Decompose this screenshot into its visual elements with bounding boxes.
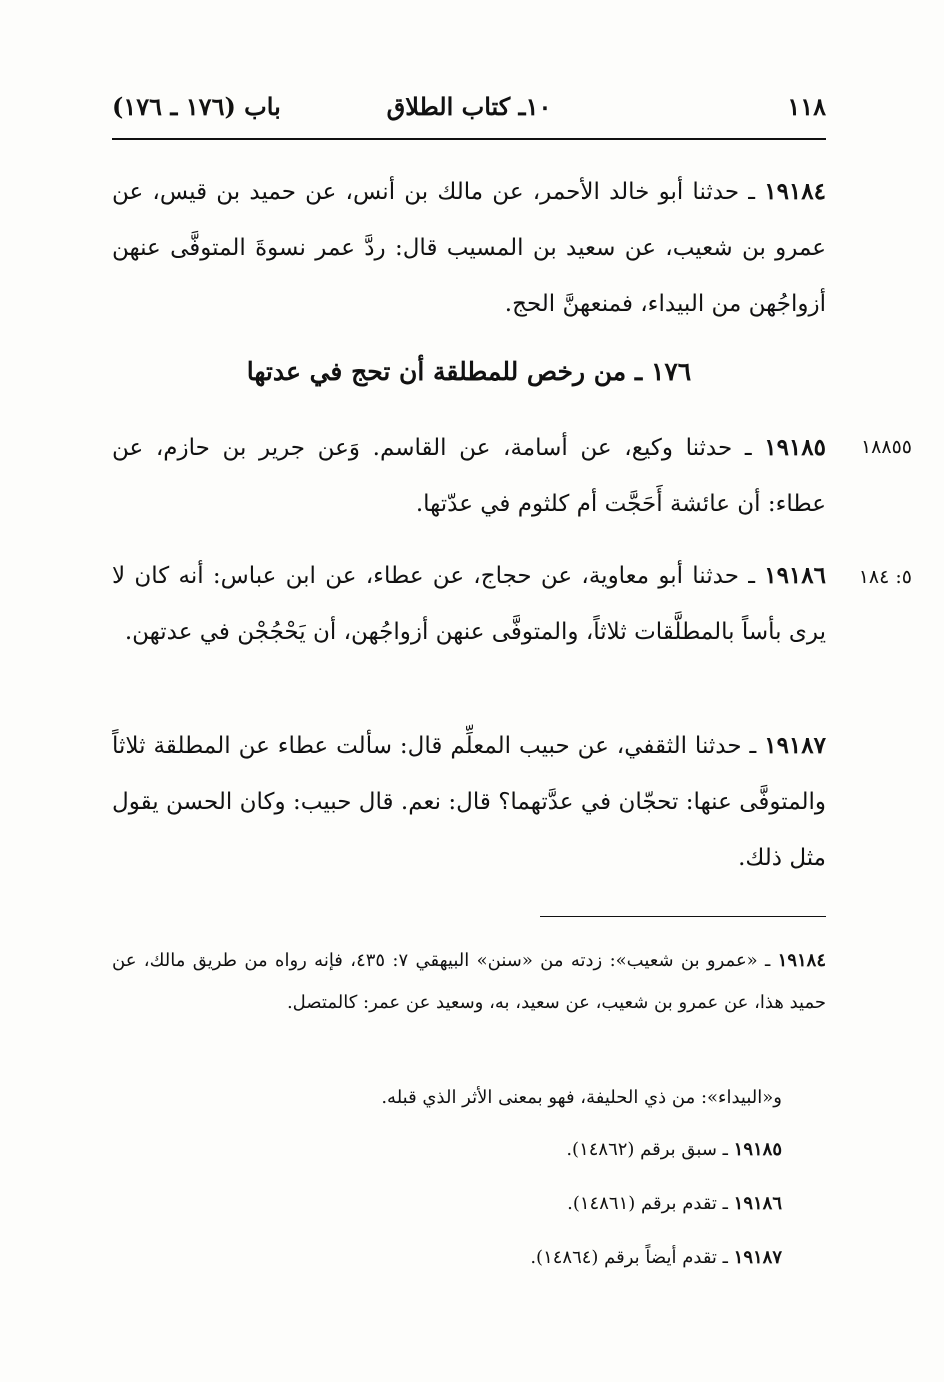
header-rule xyxy=(112,138,826,140)
hadith-number: ١٩١٨٦ xyxy=(764,562,826,589)
margin-reference: ١٨٨٥٥ xyxy=(860,436,912,458)
footnote-19185 xyxy=(112,1130,782,1170)
hadith-text: ـ حدثنا الثقفي، عن حبيب المعلِّم قال: سألت عطاء عن المطلقة ثلاثاً والمتوفَّى عنها: تحجّان في عدَّتهما؟ قال: نعم. قال حبيب: وكان الحسن يقول مثل ذلك. xyxy=(112,733,826,871)
footnote-rule xyxy=(540,916,826,917)
footnote-text: و«البيداء»: من ذي الحليفة، فهو بمعنى الأثر الذي قبله. xyxy=(381,1087,782,1108)
chapter-range: باب (١٧٦ ـ ١٧٦) xyxy=(112,92,281,121)
footnote-number: ١٩١٨٦ xyxy=(733,1193,782,1214)
footnote-19186 xyxy=(112,1184,782,1224)
hadith-entry-19186 xyxy=(112,548,826,660)
hadith-number: ١٩١٨٥ xyxy=(764,434,826,461)
footnote-number: ١٩١٨٧ xyxy=(733,1247,782,1268)
running-header xyxy=(112,92,826,128)
footnote-baydaa xyxy=(112,1078,782,1118)
hadith-number: ١٩١٨٤ xyxy=(764,178,826,205)
page-number: ١١٨ xyxy=(787,92,826,121)
footnote-text: ـ تقدم برقم (١٤٨٦١). xyxy=(567,1193,734,1214)
footnote-text: ـ «عمرو بن شعيب»: زدته من «سنن» البيهقي ٧: ٤٣٥، فإنه رواه من طريق مالك، عن حميد هذا، عن عمرو بن شعيب، عن سعيد، به، وسعيد عن عمر: كالمتصل. xyxy=(112,950,826,1013)
footnote-text: ـ سبق برقم (١٤٨٦٢). xyxy=(566,1139,734,1160)
hadith-entry-19185 xyxy=(112,420,826,532)
footnote-19187 xyxy=(112,1238,782,1278)
footnote-number: ١٩١٨٤ xyxy=(777,950,826,971)
hadith-text: ـ حدثنا وكيع، عن أسامة، عن القاسم. وَعن جرير بن حازم، عن عطاء: أن عائشة أَحَجَّت أم كلثوم في عدّتها. xyxy=(112,435,826,517)
hadith-entry-19187 xyxy=(112,718,826,886)
hadith-text: ـ حدثنا أبو معاوية، عن حجاج، عن عطاء، عن ابن عباس: أنه كان لا يرى بأساً بالمطلَّقات ثلاثاً، والمتوفَّى عنهن أزواجُهن، أن يَحْجُجْن في عدتهن. xyxy=(112,563,826,645)
hadith-text: ـ حدثنا أبو خالد الأحمر، عن مالك بن أنس، عن حميد بن قيس، عن عمرو بن شعيب، عن سعيد بن المسيب قال: ردَّ عمر نسوةَ المتوفَّى عنهن أزواجُهن من البيداء، فمنعهنَّ الحج. xyxy=(112,179,826,317)
hadith-number: ١٩١٨٧ xyxy=(764,732,826,759)
margin-reference: ٥: ١٨٤ xyxy=(858,566,912,588)
footnote-19184 xyxy=(112,940,826,1024)
footnote-text: ـ تقدم أيضاً برقم (١٤٨٦٤). xyxy=(530,1247,734,1268)
hadith-entry-19184 xyxy=(112,164,826,332)
footnote-number: ١٩١٨٥ xyxy=(733,1139,782,1160)
book-title: ١٠ـ كتاب الطلاق xyxy=(386,92,552,121)
section-heading: ١٧٦ ـ من رخص للمطلقة أن تحج في عدتها xyxy=(246,357,692,386)
